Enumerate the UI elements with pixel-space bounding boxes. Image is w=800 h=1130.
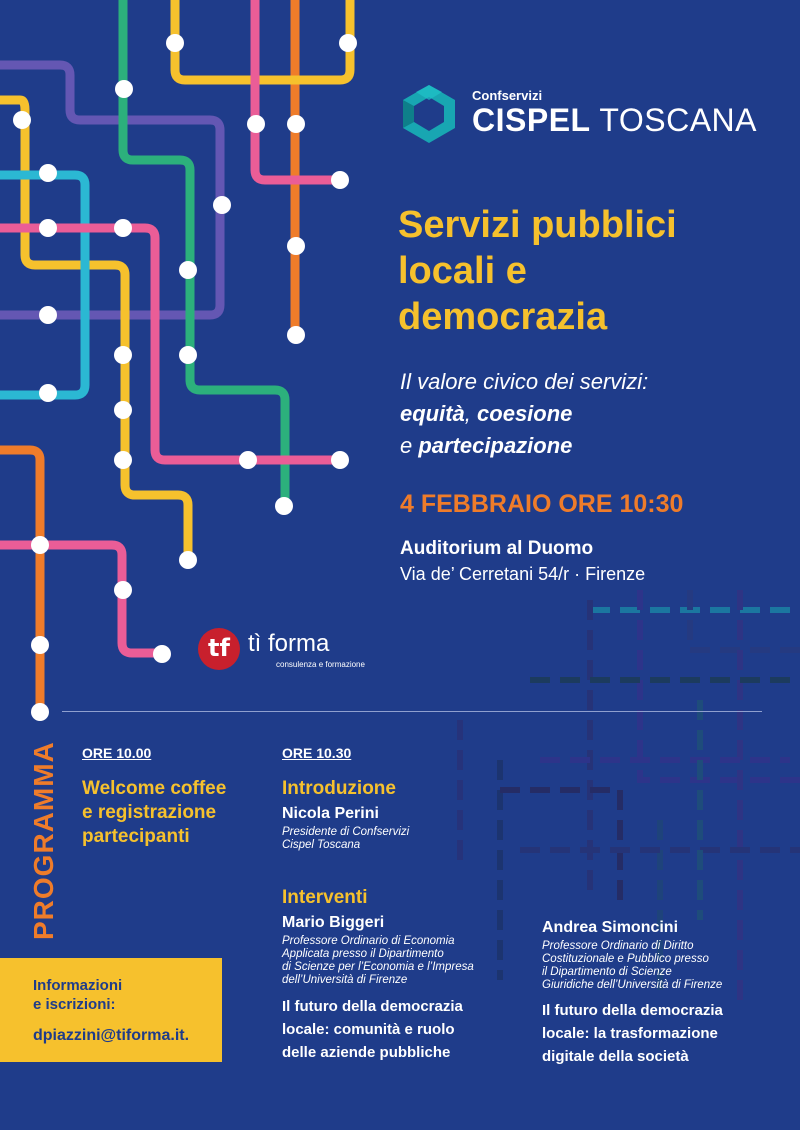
programma-label: PROGRAMMA <box>28 741 59 940</box>
cispel-logo-mark <box>398 83 460 145</box>
speaker2-name: Andrea Simoncini <box>542 919 679 936</box>
subtitle-partecipazione: partecipazione <box>418 433 573 458</box>
info-label: Informazioni e iscrizioni: <box>33 977 123 1013</box>
subtitle-line-1: Il valore civico dei servizi: <box>400 369 649 394</box>
dashed-pattern <box>460 590 800 1000</box>
event-date: 4 FEBBRAIO ORE 10:30 <box>400 490 684 518</box>
slot1-time: ORE 10.00 <box>82 745 152 761</box>
title-line-2: locali e <box>398 250 527 292</box>
speaker2-role: Professore Ordinario di Diritto Costituzionale e Pubblico presso il Dipartimento di Scienze Giuridiche dell’Università di Firenze <box>542 940 723 991</box>
title-line-3: democrazia <box>398 296 608 338</box>
title-line-1: Servizi pubblici <box>398 204 677 246</box>
subtitle-equita: equità <box>400 401 465 426</box>
subtitle-line-2: equità, coesione <box>400 401 573 426</box>
speaker1-role: Professore Ordinario di Economia Applicata presso il Dipartimento di Scienze per l’Economia e l’Impresa dell’Università di Firenze <box>282 935 474 986</box>
slot1-text: Welcome coffee e registrazione partecipanti <box>82 778 227 847</box>
subtitle-line-3: e partecipazione <box>400 433 573 458</box>
tiforma-name: tì forma <box>248 630 330 657</box>
yellow-line-left <box>0 100 188 560</box>
event-title <box>398 202 778 340</box>
slot2-role: Presidente di Confservizi Cispel Toscana <box>282 826 410 851</box>
event-address: Via de’ Cerretani 54/r · Firenze <box>400 564 646 584</box>
speaker2-talk: Il futuro della democrazia locale: la trasformazione digitale della società <box>542 1002 723 1065</box>
info-email-link[interactable]: dpiazzini@tiforma.it. <box>33 1027 190 1044</box>
tiforma-logo-mark: tf <box>198 628 240 670</box>
event-venue: Auditorium al Duomo <box>400 538 594 559</box>
pink-line-lower <box>0 545 162 653</box>
slot2-heading: Introduzione <box>282 778 396 799</box>
tiforma-logo <box>198 628 368 674</box>
orange-line-lower <box>0 450 40 712</box>
cyan-line <box>0 175 85 395</box>
cispel-word: CISPEL <box>472 102 591 138</box>
speaker1-name: Mario Biggeri <box>282 914 385 931</box>
section-divider <box>62 711 762 712</box>
interventi-heading: Interventi <box>282 887 368 908</box>
event-subtitle <box>400 366 780 462</box>
speaker1-talk: Il futuro della democrazia locale: comunità e ruolo delle aziende pubbliche <box>282 998 463 1061</box>
confservizi-label: Confservizi <box>472 88 543 103</box>
slot2-speaker: Nicola Perini <box>282 805 379 822</box>
yellow-line-top <box>175 0 350 80</box>
tiforma-tagline: consulenza e formazione <box>276 660 365 669</box>
cispel-toscana-wordmark <box>472 102 757 139</box>
toscana-word: TOSCANA <box>599 102 757 138</box>
metro-stations <box>13 34 357 721</box>
subtitle-coesione: coesione <box>477 401 573 426</box>
slot2-time: ORE 10.30 <box>282 745 352 761</box>
